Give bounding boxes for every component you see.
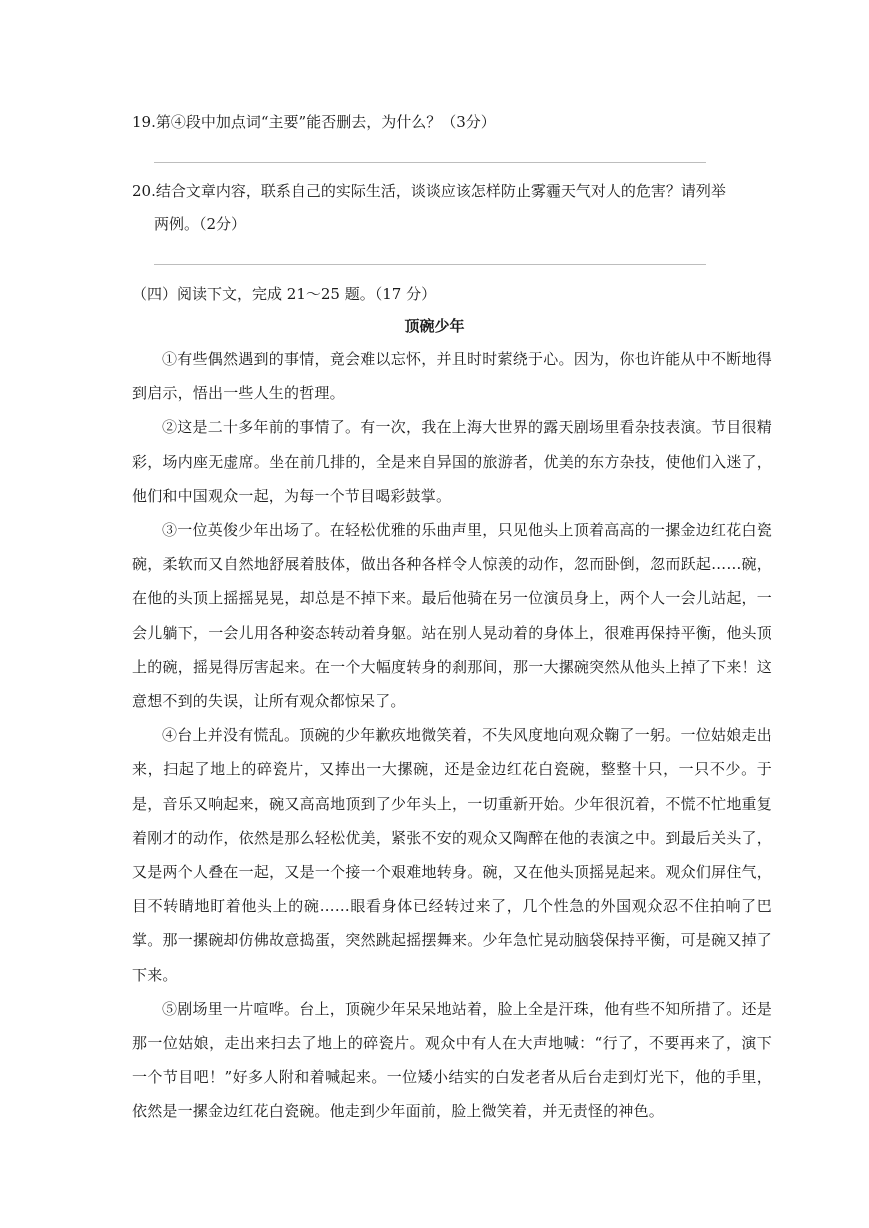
question-19: 19.第④段中加点词“主要”能否删去，为什么？（3分） <box>132 113 496 131</box>
paragraph-2: ②这是二十多年前的事情了。有一次，我在上海大世界的露天剧场里看杂技表演。节目很精彩，场内座无虚席。坐在前几排的，全是来自异国的旅游者，优美的东方杂技，使他们入迷了，他们和中国观众一起，为每一个节目喝彩鼓掌。 <box>132 418 772 505</box>
section-heading: （四）阅读下文，完成 21～25 题。（17 分） <box>132 285 437 303</box>
paragraph-4: ④台上并没有慌乱。顶碗的少年歉疚地微笑着，不失风度地向观众鞠了一躬。一位姑娘走出来，扫起了地上的碎瓷片，又捧出一大摞碗，还是金边红花白瓷碗，整整十只，一只不少。于是，音乐又响起来，碗又高高地顶到了少年头上，一切重新开始。少年很沉着，不慌不忙地重复着刚才的动作，依然是那么轻松优美，紧张不安的观众又陶醉在他的表演之中。到最后关头了，又是两个人叠在一起，又是一个接一个艰难地转身。碗，又在他头顶摇晃起来。观众们屏住气，目不转睛地盯着他头上的碗……眼看身体已经转过来了，几个性急的外国观众忍不住拍响了巴掌。那一摞碗却仿佛故意捣蛋，突然跳起摇摆舞来。少年急忙晃动脑袋保持平衡，可是碗又掉了下来。 <box>132 726 772 984</box>
article-title: 顶碗少年 <box>404 317 465 335</box>
answer-line-19 <box>154 162 706 163</box>
paragraph-5: ⑤剧场里一片喧哗。台上，顶碗少年呆呆地站着，脸上全是汗珠，他有些不知所措了。还是那一位姑娘，走出来扫去了地上的碎瓷片。观众中有人在大声地喊：“行了，不要再来了，演下一个节目吧！”好多人附和着喊起来。一位矮小结实的白发老者从后台走到灯光下，他的手里，依然是一摞金边红花白瓷碗。他走到少年面前，脸上微笑着，并无责怪的神色。 <box>132 999 772 1121</box>
paragraph-3: ③一位英俊少年出场了。在轻松优雅的乐曲声里，只见他头上顶着高高的一摞金边红花白瓷碗，柔软而又自然地舒展着肢体，做出各种各样令人惊羡的动作，忽而卧倒，忽而跃起……碗，在他的头顶上摇摇晃晃，却总是不掉下来。最后他骑在另一位演员身上，两个人一会儿站起，一会儿躺下，一会儿用各种姿态转动着身躯。站在别人晃动着的身体上，很难再保持平衡，他头顶上的碗，摇晃得厉害起来。在一个大幅度转身的刹那间，那一大摞碗突然从他头上掉了下来！这意想不到的失误，让所有观众都惊呆了。 <box>132 521 772 711</box>
answer-line-20 <box>154 264 706 265</box>
article-body <box>132 342 772 1129</box>
paragraph-1: ①有些偶然遇到的事情，竟会难以忘怀，并且时时萦绕于心。因为，你也许能从中不断地得到启示，悟出一些人生的哲理。 <box>132 350 772 403</box>
question-20-line-1: 20.结合文章内容，联系自己的实际生活，谈谈应该怎样防止雾霾天气对人的危害？请列举 <box>132 182 726 200</box>
question-20-line-2: 两例。（2分） <box>154 215 247 233</box>
